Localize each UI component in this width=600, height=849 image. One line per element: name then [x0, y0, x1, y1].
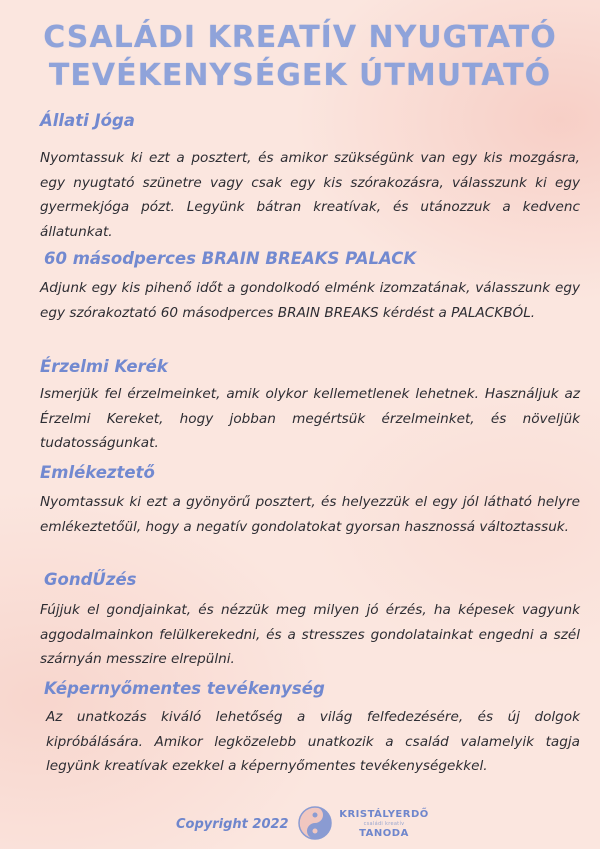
section-text-brain-breaks: Adjunk egy kis pihenő időt a gondolkodó elménk izomzatának, válasszunk egy egy szórakoztató 60 másodperces BRAIN BREAKS kérdést a PALACKBÓL. [40, 280, 580, 321]
section-heading-gonduzes: GondŰzés [44, 570, 137, 589]
copyright-text: Copyright 2022 [176, 817, 289, 832]
brand-name [336, 808, 432, 841]
section-heading-emlekezteto: Emlékeztető [40, 463, 155, 482]
section-heading-kepernyomentes: Képernyőmentes tevékenység [44, 679, 325, 698]
page-title-line-2: TEVÉKENYSÉGEK ÚTMUTATÓ [48, 58, 552, 93]
section-heading-brain-breaks: 60 másodperces BRAIN BREAKS PALACK [44, 249, 417, 268]
section-text-emlekezteto: Nyomtassuk ki ezt a gyönyörű posztert, és helyezzük el egy jól látható helyre emlékeztetőül, hogy a negatív gondolatokat gyorsan hasznossá változtassuk. [40, 494, 580, 535]
section-text-erzelmi-kerek: Ismerjük fel érzelmeinket, amik olykor kellemetlenek lehetnek. Használjuk az Érzelmi Kereket, hogy jobban megértsük érzelmeinket, és növeljük tudatosságunkat. [40, 386, 580, 451]
page-title-line-1: CSALÁDI KREATÍV NYUGTATÓ [43, 20, 557, 55]
section-text-kepernyomentes: Az unatkozás kiváló lehetőség a világ felfedezésére, és új dolgok kipróbálására. Amikor legközelebb unatkozik a család valamelyik tagja legyünk kreatívak ezekkel a képernyőmentes tevékenységekkel. [46, 709, 580, 774]
brand-tagline: családi kreatív [363, 821, 405, 827]
section-heading-allati-joga: Állati Jóga [40, 111, 135, 130]
section-text-gonduzes: Fújjuk el gondjainkat, és nézzük meg milyen jó érzés, ha képesek vagyunk aggodalmainkon felülkerekedni, és a stresszes gondolatainkat engedni a szél szárnyán messzire elrepülni. [40, 602, 580, 667]
yin-yang-logo-icon [298, 806, 332, 840]
section-text-allati-joga: Nyomtassuk ki ezt a posztert, és amikor szükségünk van egy kis mozgásra, egy nyugtató szünetre vagy csak egy kis szórakozásra, válasszunk ki egy gyermekjóga pózt. Legyünk bátran kreatívak, és utánozzuk a kedvenc állatunkat. [40, 150, 580, 240]
brand-name-line-2: TANODA [359, 828, 409, 839]
section-heading-erzelmi-kerek: Érzelmi Kerék [40, 357, 168, 376]
brand-name-line-1: KRISTÁLYERDŐ [339, 809, 429, 820]
